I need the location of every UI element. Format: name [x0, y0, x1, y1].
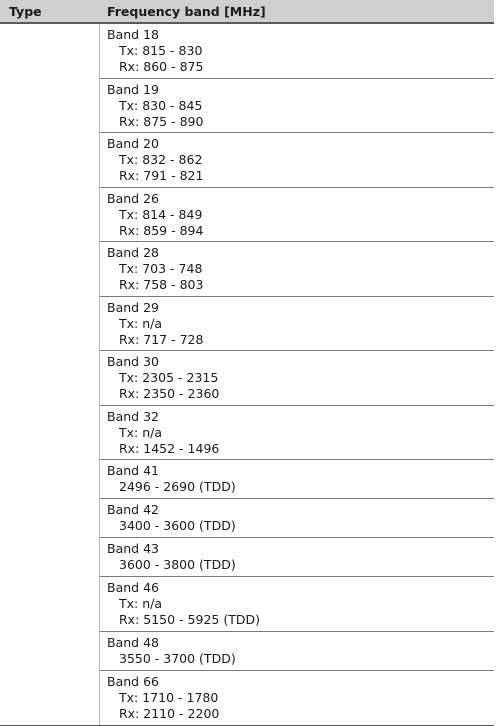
- band-row: [100, 632, 494, 671]
- table-header: [0, 0, 494, 24]
- band-range: Tx: 1710 - 1780: [119, 689, 219, 705]
- band-name: Band 28: [107, 245, 159, 260]
- header-type: Type: [9, 4, 42, 19]
- band-name: Band 43: [107, 541, 159, 556]
- band-range: Rx: 1452 - 1496: [119, 440, 220, 456]
- band-name: Band 18: [107, 27, 159, 42]
- band-name: Band 20: [107, 136, 159, 151]
- band-name: Band 46: [107, 580, 159, 595]
- band-range: Rx: 875 - 890: [119, 113, 204, 129]
- band-name: Band 42: [107, 502, 159, 517]
- band-range: Tx: n/a: [119, 424, 163, 440]
- band-row: [100, 671, 494, 726]
- band-name: Band 48: [107, 634, 159, 650]
- band-range: 3600 - 3800 (TDD): [119, 557, 236, 572]
- band-range: Tx: 2305 - 2315: [119, 370, 219, 385]
- band-row: [100, 351, 494, 406]
- band-range: Rx: 859 - 894: [119, 222, 204, 238]
- band-range: Tx: 703 - 748: [119, 261, 203, 276]
- band-range: Rx: 860 - 875: [119, 59, 204, 74]
- band-row: [100, 499, 494, 538]
- band-range: 3400 - 3600 (TDD): [119, 518, 236, 533]
- band-range: Rx: 5150 - 5925 (TDD): [119, 612, 260, 627]
- band-name: Band 26: [107, 190, 159, 206]
- band-range: Tx: 815 - 830: [119, 43, 203, 58]
- band-row: [100, 538, 494, 577]
- band-range: Tx: 814 - 849: [119, 206, 203, 222]
- band-name: Band 19: [107, 81, 159, 97]
- band-name: Band 29: [107, 299, 159, 315]
- band-name: Band 30: [107, 354, 159, 369]
- header-frequency-band: Frequency band [MHz]: [107, 4, 266, 19]
- band-row: [100, 24, 494, 79]
- band-range: 3550 - 3700 (TDD): [119, 650, 236, 666]
- band-name: Band 32: [107, 408, 159, 424]
- band-row: [100, 460, 494, 499]
- band-row: [100, 297, 494, 352]
- band-row: [100, 242, 494, 297]
- band-name: Band 41: [107, 463, 159, 478]
- band-range: Tx: n/a: [119, 315, 163, 331]
- band-range: Rx: 2110 - 2200: [119, 705, 220, 721]
- band-range: Tx: n/a: [119, 596, 163, 611]
- band-range: Tx: 830 - 845: [119, 97, 203, 113]
- table-body: [0, 24, 494, 726]
- band-range: Rx: 717 - 728: [119, 331, 204, 347]
- band-name: Band 66: [107, 673, 159, 689]
- band-row: [100, 577, 494, 632]
- band-row: [100, 133, 494, 188]
- band-range: Tx: 832 - 862: [119, 152, 203, 167]
- band-range: Rx: 758 - 803: [119, 277, 204, 292]
- band-row: [100, 188, 494, 243]
- frequency-column: [100, 24, 494, 725]
- band-range: Rx: 791 - 821: [119, 168, 204, 183]
- type-column: [0, 24, 100, 725]
- band-row: [100, 406, 494, 461]
- band-row: [100, 79, 494, 134]
- band-range: 2496 - 2690 (TDD): [119, 479, 236, 494]
- band-range: Rx: 2350 - 2360: [119, 386, 220, 401]
